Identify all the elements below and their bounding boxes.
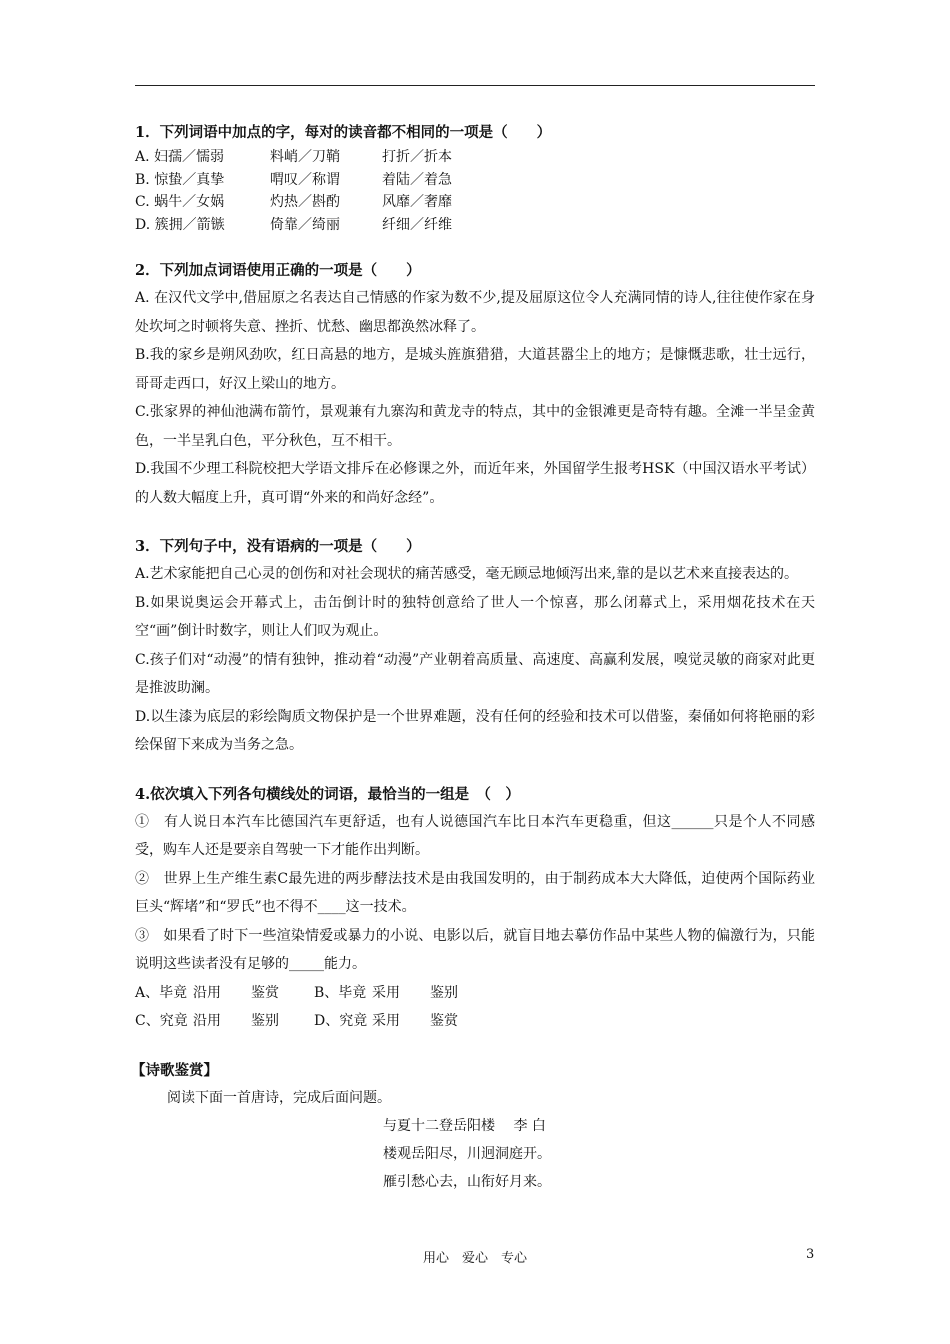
q4-item-3: ③ 如果看了时下一些渲染情爱或暴力的小说、电影以后，就盲目地去摹仿作品中某些人物的偏激行为，只能说明这些读者没有足够的_____能力。 bbox=[135, 927, 815, 972]
q2-option-d: D.我国不少理工科院校把大学语文排斥在必修课之外，而近年来，外国留学生报考HSK（中国汉语水平考试）的人数大幅度上升，真可谓“外来的和尚好念经”。 bbox=[135, 461, 815, 506]
q3-option-c: C.孩子们对“动漫”的情有独钟，推动着“动漫”产业朝着高质量、高速度、高赢利发展，嗅觉灵敏的商家对此更是推波助澜。 bbox=[135, 651, 815, 696]
q3-option-a: A.艺术家能把自己心灵的创伤和对社会现状的痛苦感受，毫无顾忌地倾泻出来,靠的是以艺术来直接表达的。 bbox=[135, 566, 799, 582]
q4-answer-row-2 bbox=[135, 1007, 815, 1036]
q1-c-pair-2: 灼热／斟酌 bbox=[270, 194, 340, 210]
q2-option-c: C.张家界的神仙池满布箭竹，景观兼有九寨沟和黄龙寺的特点，其中的金银滩更是奇特有趣。全滩一半呈金黄色，一半呈乳白色，平分秋色，互不相干。 bbox=[135, 404, 815, 449]
q1-option-b bbox=[135, 169, 815, 192]
poem-line-1: 楼观岳阳尽，川迥洞庭开。 bbox=[383, 1145, 551, 1162]
q3-option-d: D.以生漆为底层的彩绘陶质文物保护是一个世界难题，没有任何的经验和技术可以借鉴，秦俑如何将艳丽的彩绘保留下来成为当务之急。 bbox=[135, 708, 815, 753]
q1-option-a bbox=[135, 146, 815, 169]
q4-answer-d-2: 采用 bbox=[372, 1013, 400, 1029]
q1-c-pair-3: 风靡／奢靡 bbox=[382, 194, 452, 210]
q4-answer-d-1: D、究竟 bbox=[314, 1013, 368, 1029]
q4-item-2: ② 世界上生产维生素C最先进的两步酵法技术是由我国发明的，由于制药成本大大降低，迫使两个国际药业巨头“辉堵”和“罗氏”也不得不____这一技术。 bbox=[135, 870, 815, 915]
q1-d-pair-2: 倚靠／绮丽 bbox=[270, 216, 340, 233]
q4-answer-a-2: 沿用 bbox=[193, 984, 221, 1001]
q4-answer-row-1 bbox=[135, 979, 815, 1008]
q4-item-1: ① 有人说日本汽车比德国汽车更舒适，也有人说德国汽车比日本汽车更稳重，但这______只是个人不同感受，购车人还是要亲自驾驶一下才能作出判断。 bbox=[135, 813, 815, 858]
q4-answer-b-2: 采用 bbox=[372, 984, 400, 1001]
q4-answer-b-3: 鉴别 bbox=[430, 984, 458, 1001]
q2-option-a: A. 在汉代文学中,借屈原之名表达自己情感的作家为数不少,提及屈原这位令人充满同情的诗人,往往使作家在身处坎坷之时顿将失意、挫折、忧愁、幽思都涣然冰释了。 bbox=[135, 290, 815, 335]
q4-answer-b-1: B、毕竟 bbox=[314, 984, 367, 1001]
q1-b-pair-2: 喟叹／称谓 bbox=[270, 171, 340, 188]
question-4-title: 4.依次填入下列各句横线处的词语，最恰当的一组是 （ ） bbox=[135, 785, 520, 803]
question-3 bbox=[135, 534, 815, 760]
q4-answer-a-3: 鉴赏 bbox=[251, 984, 279, 1001]
q1-a-pair-2: 料峭／刀鞘 bbox=[270, 149, 340, 165]
question-3-title: 3．下列句子中，没有语病的一项是（ ） bbox=[135, 538, 421, 555]
q1-option-c bbox=[135, 191, 815, 214]
poetry-heading: 【诗歌鉴赏】 bbox=[131, 1061, 218, 1079]
question-2-title: 2．下列加点词语使用正确的一项是（ ） bbox=[135, 262, 421, 279]
q4-answer-a-1: A、毕竟 bbox=[135, 984, 188, 1001]
header-rule bbox=[135, 85, 815, 86]
document-body bbox=[131, 120, 815, 1196]
question-1-title: 1．下列词语中加点的字，每对的读音都不相同的一项是（ ） bbox=[135, 124, 552, 141]
poetry-intro: 阅读下面一首唐诗，完成后面问题。 bbox=[167, 1089, 391, 1106]
q1-a-pair-3: 打折／折本 bbox=[382, 149, 452, 165]
q1-b-pair-1: B. 惊蛰／真挚 bbox=[135, 171, 225, 188]
page-number: 3 bbox=[806, 1247, 815, 1262]
footer-motto: 用心 爱心 专心 bbox=[422, 1251, 527, 1266]
q1-d-pair-3: 纤细／纤维 bbox=[382, 216, 452, 233]
q1-a-pair-1: A. 妇孺／懦弱 bbox=[135, 149, 225, 165]
q4-answer-c-1: C、究竟 bbox=[135, 1013, 188, 1029]
q1-c-pair-1: C. 蜗牛／女娲 bbox=[135, 194, 225, 210]
q1-b-pair-3: 着陆／着急 bbox=[382, 171, 452, 188]
poem-line-2: 雁引愁心去，山衔好月来。 bbox=[383, 1173, 551, 1190]
question-2 bbox=[135, 258, 815, 512]
question-1 bbox=[135, 120, 815, 236]
q4-answer-c-2: 沿用 bbox=[193, 1013, 221, 1029]
q4-answer-d-3: 鉴赏 bbox=[430, 1013, 458, 1029]
q1-d-pair-1: D. 簇拥／箭镞 bbox=[135, 216, 225, 233]
q2-option-b: B.我的家乡是朔风劲吹，红日高悬的地方，是城头旌旗猎猎，大道甚嚣尘上的地方；是慷慨悲歌，壮士远行，哥哥走西口，好汉上梁山的地方。 bbox=[135, 347, 815, 392]
poetry-section bbox=[131, 1058, 815, 1196]
q3-option-b: B.如果说奥运会开幕式上，击缶倒计时的独特创意给了世人一个惊喜，那么闭幕式上，采用烟花技术在天空“画”倒计时数字，则让人们叹为观止。 bbox=[135, 594, 815, 639]
poem-title-line: 与夏十二登岳阳楼 李 白 bbox=[383, 1117, 546, 1134]
q1-option-d bbox=[135, 214, 815, 237]
question-4 bbox=[135, 782, 815, 1036]
q4-answer-c-3: 鉴别 bbox=[251, 1013, 279, 1029]
